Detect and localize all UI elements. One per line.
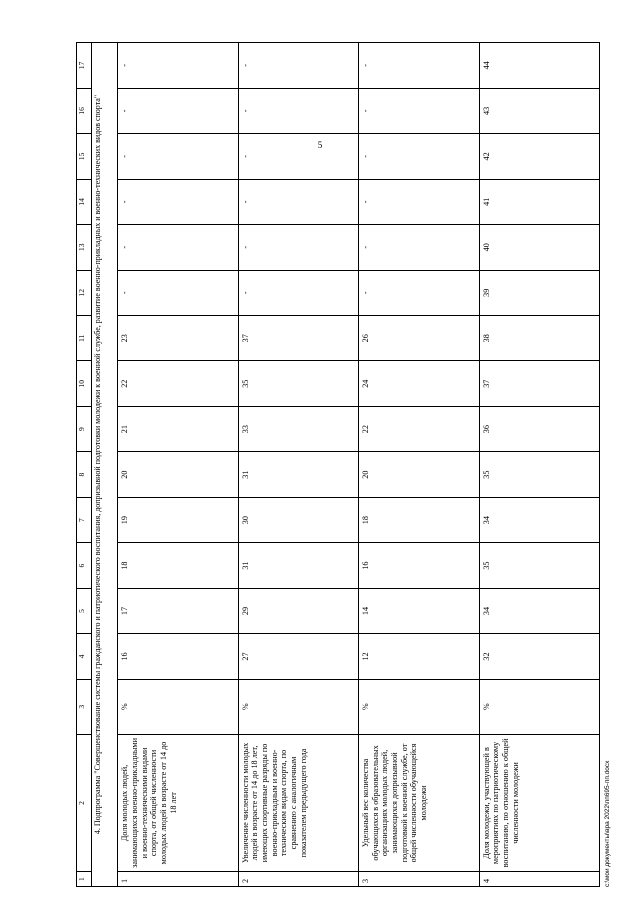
value-cell: 37 <box>238 315 358 360</box>
value-cell: 44 <box>479 43 599 89</box>
indicator-name: Увеличение численности молодых людей в возрасте от 14 до 18 лет, имеющих спортивные разряды по военно-прикладным и военно-техническим видам спорта, по сравнению с аналогичным показателем предыдущего года <box>238 734 358 871</box>
value-cell: 16 <box>118 634 238 679</box>
value-cell: 38 <box>479 315 599 360</box>
row-number: 1 <box>118 872 238 887</box>
header-cell: 2 <box>77 734 92 871</box>
value-cell: 16 <box>359 543 479 588</box>
header-cell: 8 <box>77 452 92 497</box>
header-cell: 5 <box>77 588 92 633</box>
value-cell: 35 <box>238 361 358 406</box>
value-cell: 22 <box>118 361 238 406</box>
value-cell: - <box>118 134 238 179</box>
unit-cell: % <box>118 679 238 734</box>
row-number: 2 <box>238 872 358 887</box>
header-cell: 16 <box>77 88 92 133</box>
header-cell: 12 <box>77 270 92 315</box>
value-cell: 12 <box>359 634 479 679</box>
header-cell: 15 <box>77 134 92 179</box>
subprogram-title: 4. Подпрограмма "Совершенствование системы гражданского и патриотического воспитания, допризывной подготовки молодежи к военной службе, развитие военно-прикладных и военно-технических видов спорта" <box>92 43 118 887</box>
indicator-name: Удельный вес количества обучающихся в образовательных организациях молодых людей, занимающихся допризывной подготовкой к военной службе, от общей численности обучающейся молодежи <box>359 734 479 871</box>
indicator-name: Доля молодых людей, занимающихся военно-прикладными и военно-техническими видами спорта, от общей численности молодых людей в возрасте от 14 до 18 лет <box>118 734 238 871</box>
header-cell: 1 <box>77 872 92 887</box>
value-cell: 26 <box>359 315 479 360</box>
header-cell: 4 <box>77 634 92 679</box>
header-cell: 7 <box>77 497 92 542</box>
value-cell: 21 <box>118 406 238 451</box>
value-cell: - <box>118 225 238 270</box>
value-cell: 34 <box>479 497 599 542</box>
indicator-name: Доля молодежи, участвующей в мероприятиях по патриотическому воспитанию, по отношению к общей численности молодежи <box>479 734 599 871</box>
value-cell: - <box>238 43 358 89</box>
value-cell: - <box>238 134 358 179</box>
value-cell: - <box>359 88 479 133</box>
value-cell: - <box>118 43 238 89</box>
value-cell: - <box>118 270 238 315</box>
value-cell: - <box>359 134 479 179</box>
unit-cell: % <box>359 679 479 734</box>
unit-cell: % <box>238 679 358 734</box>
value-cell: 19 <box>118 497 238 542</box>
value-cell: 32 <box>479 634 599 679</box>
value-cell: 33 <box>238 406 358 451</box>
value-cell: 20 <box>359 452 479 497</box>
header-cell: 14 <box>77 179 92 224</box>
table-row <box>359 43 479 887</box>
file-path-footer: c:\мои документы\вра 2022\пп695-пп.docx <box>604 760 611 887</box>
rotated-table-container <box>76 42 600 887</box>
value-cell: 31 <box>238 543 358 588</box>
value-cell: 23 <box>118 315 238 360</box>
value-cell: - <box>118 88 238 133</box>
value-cell: 31 <box>238 452 358 497</box>
value-cell: 14 <box>359 588 479 633</box>
header-cell: 17 <box>77 43 92 89</box>
value-cell: - <box>359 270 479 315</box>
value-cell: 18 <box>359 497 479 542</box>
value-cell: 18 <box>118 543 238 588</box>
value-cell: 34 <box>479 588 599 633</box>
header-cell: 10 <box>77 361 92 406</box>
value-cell: 39 <box>479 270 599 315</box>
value-cell: 41 <box>479 179 599 224</box>
value-cell: - <box>238 225 358 270</box>
value-cell: 27 <box>238 634 358 679</box>
value-cell: 43 <box>479 88 599 133</box>
value-cell: - <box>359 179 479 224</box>
value-cell: 35 <box>479 452 599 497</box>
table-wrapper <box>76 42 600 887</box>
unit-cell: % <box>479 679 599 734</box>
table-row <box>479 43 599 887</box>
value-cell: - <box>359 225 479 270</box>
value-cell: 20 <box>118 452 238 497</box>
value-cell: 29 <box>238 588 358 633</box>
page-number: 5 <box>317 140 323 150</box>
row-number: 4 <box>479 872 599 887</box>
value-cell: - <box>238 179 358 224</box>
value-cell: - <box>359 43 479 89</box>
header-cell: 11 <box>77 315 92 360</box>
value-cell: - <box>118 179 238 224</box>
indicators-table <box>76 42 600 887</box>
value-cell: 40 <box>479 225 599 270</box>
value-cell: 24 <box>359 361 479 406</box>
value-cell: 30 <box>238 497 358 542</box>
value-cell: 37 <box>479 361 599 406</box>
column-number-row <box>77 43 92 887</box>
table-row <box>238 43 358 887</box>
header-cell: 13 <box>77 225 92 270</box>
subprogram-row <box>92 43 118 887</box>
row-number: 3 <box>359 872 479 887</box>
value-cell: 42 <box>479 134 599 179</box>
header-cell: 9 <box>77 406 92 451</box>
value-cell: - <box>238 270 358 315</box>
value-cell: 22 <box>359 406 479 451</box>
value-cell: 17 <box>118 588 238 633</box>
header-cell: 6 <box>77 543 92 588</box>
value-cell: - <box>238 88 358 133</box>
value-cell: 36 <box>479 406 599 451</box>
table-row <box>118 43 238 887</box>
value-cell: 35 <box>479 543 599 588</box>
header-cell: 3 <box>77 679 92 734</box>
